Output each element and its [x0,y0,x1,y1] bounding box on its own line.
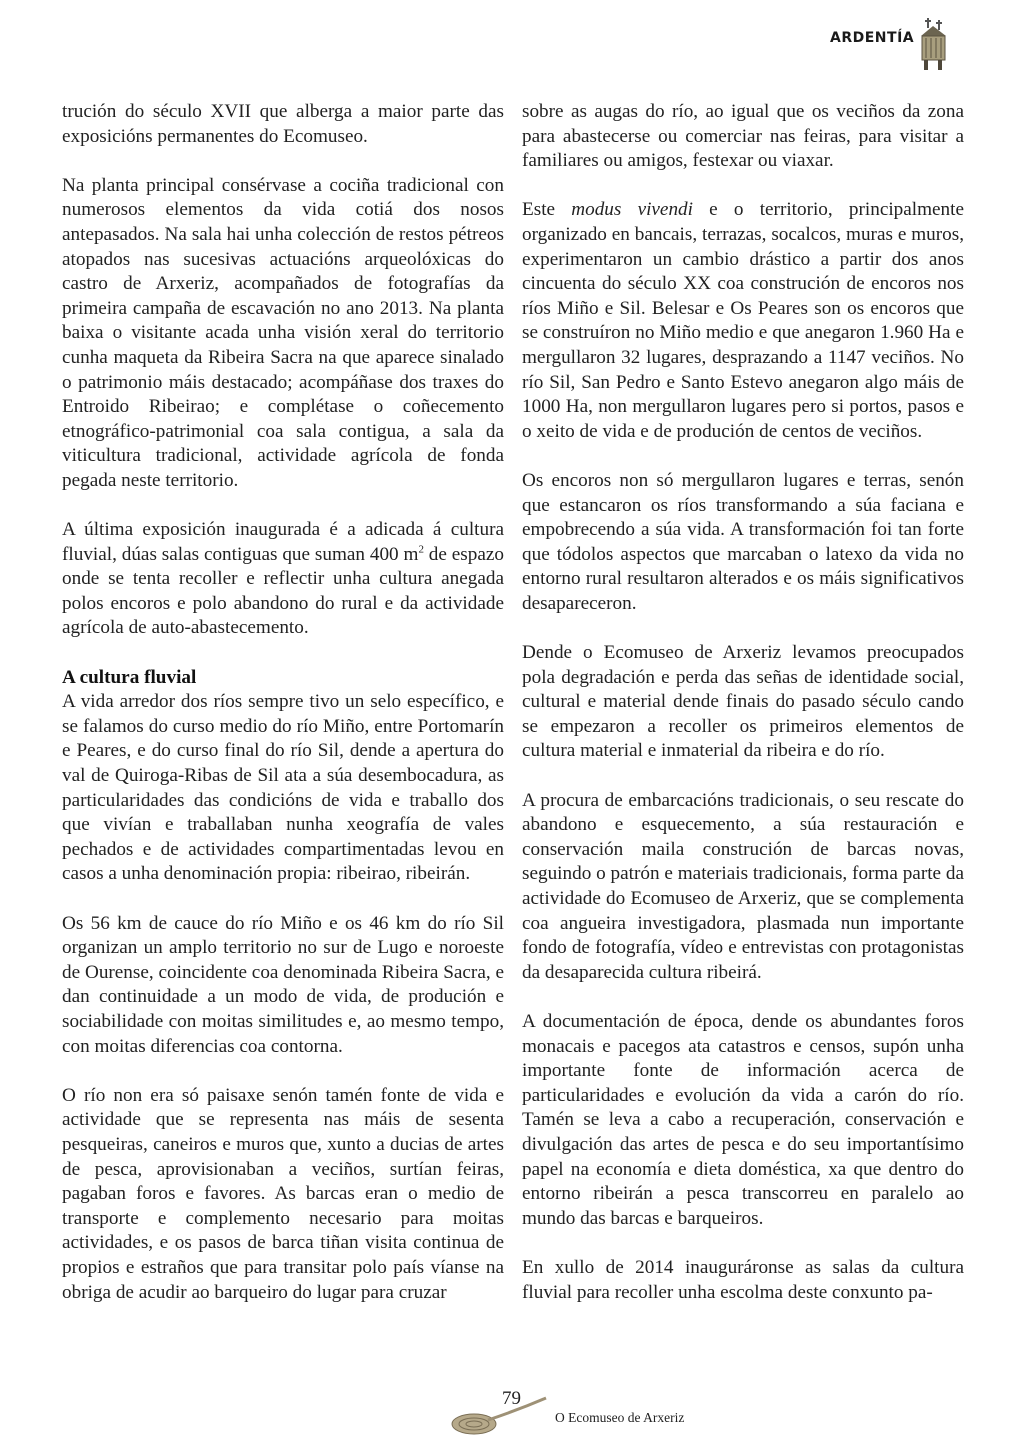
italic-term: modus vivendi [571,199,693,221]
section-heading: A cultura fluvial [62,666,197,688]
paragraph [522,198,964,444]
paragraph: Na planta principal consérvase a cociña tradicional con numerosos elementos da vida cotiá dos nosos antepasados. Na sala hai unha colección de restos pétreos atopados nas sucesivas actuacións arqueolóxicas do castro de Arxeriz, acompañados de fotografías da primeira campaña de escavación no ano 2013. Na planta baixa o visitante acada unha visión xeral do territorio cunha maqueta da Ribeira Sacra na que aparece sinalado o patrimonio máis destacado; acompáñase dos traxes do Entroido Ribeirao; e complétase o coñecemento etnográfico-patrimonial coa sala contigua, a sala da viticultura tradicional, actividade agrícola de fonda pegada neste territorio. [62,174,504,491]
text-span: A última exposición inaugurada é a adicada á cultura fluvial, dúas salas contiguas que suman 400 m [62,519,504,565]
paragraph: Dende o Ecomuseo de Arxeriz levamos preocupados pola degradación e perda das señas de identidade social, cultural e material dende finais do pasado século cando se empezaron a recoller os primeiros elementos de cultura material e inmaterial da ribeira e do río. [522,642,964,762]
paragraph: A procura de embarcacións tradicionais, o seu rescate do abandono e esquecemento, a súa restauración e conservación maila construción de barcas novas, seguindo o patrón e materiais tradicionais, forma parte da actividade do Ecomuseo de Arxeriz, que se complementa coa angueira investigadora, plasmada nun importante fondo de fotografía, vídeo e entrevistas con protagonistas da desaparecida cultura ribeirá. [522,789,964,983]
horreo-granary-icon [918,14,948,76]
paragraph [62,518,504,641]
paragraph: A documentación de época, dende os abundantes foros monacais e pacegos ata catastros e censos, supón unha importante fonte de información acerca de particularidades e evolución da vida a carón do río. Tamén se leva a cabo a recuperación, conservación e divulgación das artes de pesca e do seu importantísimo papel na economía e dieta doméstica, xa que dentro do entorno ribeirán a pesca transcorreu en paralelo ao mundo das barcas e barqueiros. [522,1010,964,1229]
paragraph: trución do século XVII que alberga a maior parte das exposicións permanentes do Ecomuseo. [62,101,504,147]
page-number: 79 [502,1388,521,1409]
text-span: e o territorio, principalmente organizado en bancais, terrazas, socalcos, muras e muros, experimentaron un cambio drástico a partir dos anos cincuenta do século XX coa construción de encoros nos ríos Miño e Sil. Belesar e Os Peares son os encoros que se construíron no Miño medio e que anegaron 1.960 Ha e mergullaron 32 lugares, desprazando a 1147 veciños. No río Sil, San Pedro e Santo Estevo anegaron algo máis de 1000 Ha, non mergullaron lugares pero si portos, pasos e o xeito de vida e de produción de centos de veciños. [522,199,964,442]
text-span: de espazo onde se tenta recoller e reflectir unha cultura anegada polos encoros e polo abandono do rural e da actividade agrícola de auto-abastecemento. [62,543,504,639]
brand-name: ARDENTÍA [830,30,915,46]
footer-section-title: O Ecomuseo de Arxeriz [555,1410,685,1425]
paragraph: Os encoros non só mergullaron lugares e terras, senón que estancaron os ríos transformando a súa faciana e empobrecendo a súa vida. A transformación foi tan forte que tódolos aspectos que marcaban o latexo da vida no entorno rural resultaron alterados e os máis significativos desapareceron. [522,469,964,614]
paragraph: O río non era só paisaxe senón tamén fonte de vida e actividade que se representa nas máis de sesenta pesqueiras, caneiros e muros que, xunto a ducias de artes de pesca, aprovisionaban a veciños, surtían feiras, pagaban foros e favores. As barcas eran o medio de transporte e complemento necesario para moitas actividades, e os pasos de barca tiñan visita continua de propios e estraños que para transitar polo país víanse na obriga de acudir ao barqueiro do lugar para cruzar [62,1084,504,1303]
paragraph: En xullo de 2014 inauguráronse as salas da cultura fluvial para recoller unha escolma deste conxunto pa- [522,1256,964,1303]
paragraph: A vida arredor dos ríos sempre tivo un selo específico, e se falamos do curso medio do río Miño, entre Portomarín e Peares, e do curso final do río Sil, dende a apertura do val de Quiroga-Ribas de Sil ata a súa desembocadura, as particularidades das condicións de vida e traballo dos que vivían e traballaban nunha xeografía de vales pechados e de actividades compartimentadas levou en casos a unha denominación propia: ribeirao, ribeirán. [62,691,504,885]
coiled-rope-icon [448,1388,548,1438]
left-column [62,100,504,1305]
text-span: Este [522,199,572,221]
superscript: 2 [418,543,424,556]
paragraph: Os 56 km de cauce do río Miño e os 46 km do río Sil organizan un amplo territorio no sur de Lugo e noroeste de Ourense, coincidente coa denominada Ribeira Sacra, e dan continuidade a un modo de vida, de produción e sociabilidade con moitas similitudes e, ao mesmo tempo, con moitas diferencias coa contorna. [62,912,504,1057]
right-column [522,100,964,1305]
paragraph: sobre as augas do río, ao igual que os veciños da zona para abastecerse ou comerciar nas feiras, para visitar a familiares ou amigos, festexar ou viaxar. [522,101,964,172]
